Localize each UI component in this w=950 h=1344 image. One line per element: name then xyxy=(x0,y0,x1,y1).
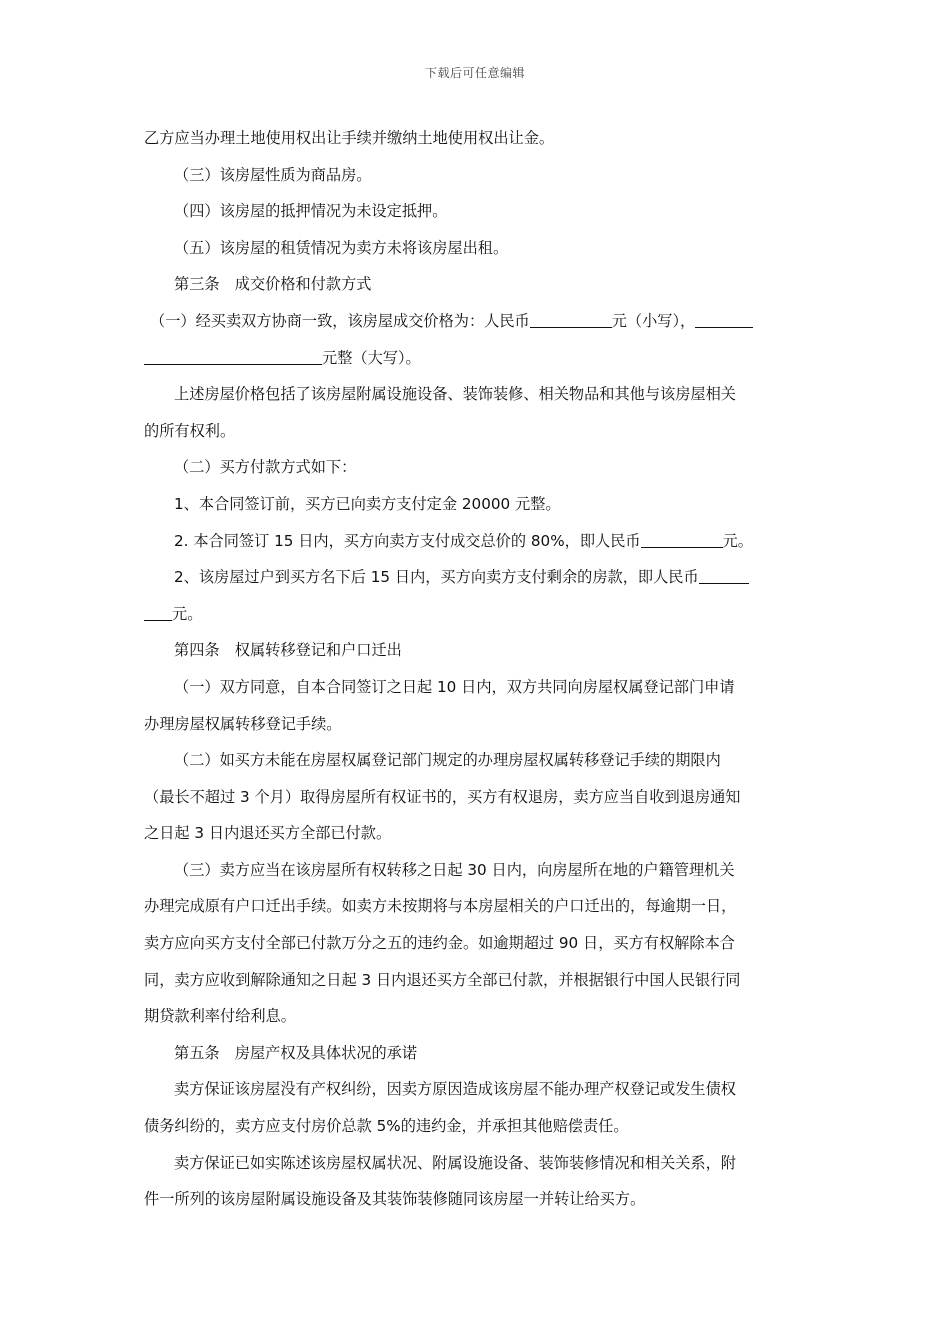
paragraph-line: 期贷款利率付给利息。 xyxy=(144,1007,296,1026)
paragraph-line: （三）该房屋性质为商品房。 xyxy=(174,165,372,184)
paragraph-line xyxy=(144,523,806,560)
paragraph-line: 乙方应当办理土地使用权出让手续并缴纳土地使用权出让金。 xyxy=(144,129,555,147)
paragraph-line xyxy=(144,596,806,633)
price-words-blank xyxy=(144,347,322,365)
price-words-unit: 元整（大写）。 xyxy=(322,348,421,367)
section-heading: 第五条 房屋产权及具体状况的承诺 xyxy=(174,1043,417,1062)
paragraph-line: （一）双方同意，自本合同签订之日起 10 日内，双方共同向房屋权属登记部门申请 xyxy=(174,677,735,696)
paragraph-line: （最长不超过 3 个月）取得房屋所有权证书的，买方有权退房，卖方应当自收到退房通知 xyxy=(144,787,741,806)
contract-body xyxy=(144,120,806,1218)
paragraph-line: 卖方保证该房屋没有产权纠纷，因卖方原因造成该房屋不能办理产权登记或发生债权 xyxy=(174,1080,736,1099)
paragraph-line: 1、本合同签订前，买方已向卖方支付定金 20000 元整。 xyxy=(174,494,561,513)
paragraph-line xyxy=(144,340,806,377)
paragraph-line: （三）卖方应当在该房屋所有权转移之日起 30 日内，向房屋所在地的户籍管理机关 xyxy=(174,860,735,879)
paragraph-line: （二）如买方未能在房屋权属登记部门规定的办理房屋权属转移登记手续的期限内 xyxy=(174,751,721,770)
paragraph-line: 上述房屋价格包括了该房屋附属设施设备、装饰装修、相关物品和其他与该房屋相关 xyxy=(174,385,736,404)
paragraph-line: （四）该房屋的抵押情况为未设定抵押。 xyxy=(174,202,448,221)
section-heading: 第四条 权属转移登记和户口迁出 xyxy=(174,641,402,660)
payment-text: 2. 本合同签订 15 日内，买方向卖方支付成交总价的 80%，即人民币 xyxy=(174,531,641,550)
paragraph-line xyxy=(144,303,806,340)
payment-blank xyxy=(641,530,723,548)
paragraph-line: 卖方应向买方支付全部已付款万分之五的违约金。如逾期超过 90 日，买方有权解除本合 xyxy=(144,934,735,953)
remaining-payment-blank-start xyxy=(699,567,749,585)
paragraph-line: 办理房屋权属转移登记手续。 xyxy=(144,714,342,733)
remaining-payment-text: 2、该房屋过户到买方名下后 15 日内，买方向卖方支付剩余的房款，即人民币 xyxy=(174,568,699,587)
paragraph-line: 件一所列的该房屋附属设施设备及其装饰装修随同该房屋一并转让给买方。 xyxy=(144,1190,646,1209)
paragraph-line: 的所有权利。 xyxy=(144,421,236,440)
paragraph-line: 同，卖方应收到解除通知之日起 3 日内退还买方全部已付款，并根据银行中国人民银行同 xyxy=(144,970,741,989)
price-numeric-blank xyxy=(530,311,612,329)
paragraph-line: 债务纠纷的，卖方应支付房价总款 5%的违约金，并承担其他赔偿责任。 xyxy=(144,1117,629,1136)
paragraph-line: （二）买方付款方式如下： xyxy=(174,458,357,477)
paragraph-line: 之日起 3 日内退还买方全部已付款。 xyxy=(144,824,392,843)
price-words-blank-start xyxy=(695,311,753,329)
remaining-payment-unit: 元。 xyxy=(172,604,203,623)
price-text: （一）经买卖双方协商一致，该房屋成交价格为：人民币 xyxy=(150,311,530,330)
paragraph-line: 办理完成原有户口迁出手续。如卖方未按期将与本房屋相关的户口迁出的，每逾期一日， xyxy=(144,897,737,916)
payment-unit: 元。 xyxy=(722,531,753,550)
price-unit-text: 元（小写）， xyxy=(611,311,696,330)
paragraph-line: （五）该房屋的租赁情况为卖方未将该房屋出租。 xyxy=(174,238,509,257)
paragraph-line xyxy=(144,559,806,596)
page-header: 下载后可任意编辑 xyxy=(424,66,525,80)
paragraph-line: 卖方保证已如实陈述该房屋权属状况、附属设施设备、装饰装修情况和相关关系，附 xyxy=(174,1153,736,1172)
remaining-payment-blank xyxy=(144,603,172,621)
section-heading: 第三条 成交价格和付款方式 xyxy=(174,275,372,294)
